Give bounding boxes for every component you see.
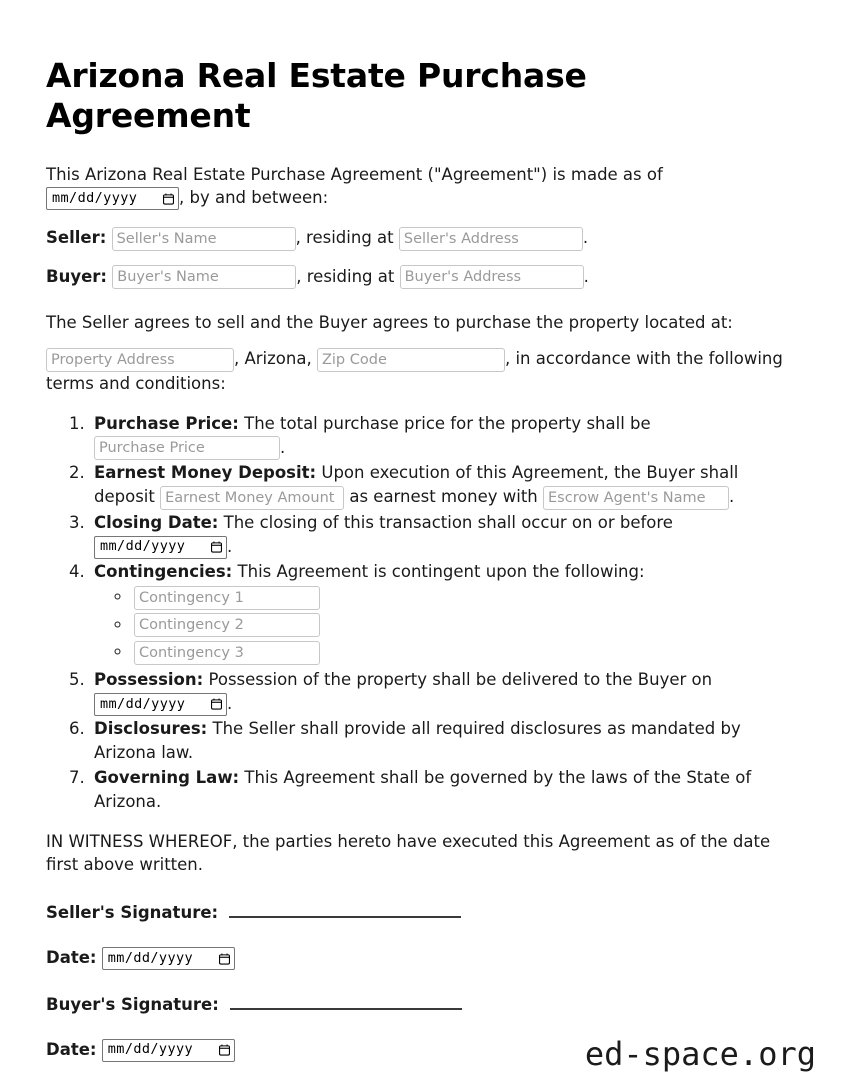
term-2-period: . bbox=[729, 487, 735, 507]
property-intro-paragraph: The Seller agrees to sell and the Buyer agrees to purchase the property located at: bbox=[46, 313, 733, 333]
intro-text-before-date: This Arizona Real Estate Purchase Agreement ("Agreement") is made as of bbox=[46, 164, 663, 184]
buyer-date-input[interactable] bbox=[102, 1039, 235, 1062]
term-governing-law bbox=[90, 766, 798, 814]
earnest-money-amount-input[interactable] bbox=[160, 486, 344, 510]
term-earnest-money bbox=[90, 461, 798, 509]
term-5-period: . bbox=[227, 693, 233, 713]
seller-date-placeholder: mm/dd/yyyy bbox=[107, 949, 194, 966]
seller-party-row bbox=[46, 226, 798, 251]
site-watermark: ed-space.org bbox=[584, 1035, 816, 1073]
agreement-date-placeholder: mm/dd/yyyy bbox=[52, 190, 138, 207]
intro-text-after-date: , by and between: bbox=[179, 188, 329, 208]
buyer-name-input[interactable] bbox=[112, 265, 296, 289]
buyer-residing-text: , residing at bbox=[296, 266, 395, 286]
buyer-label: Buyer: bbox=[46, 266, 108, 286]
page-title: Arizona Real Estate Purchase Agreement bbox=[46, 56, 587, 136]
term-1-period: . bbox=[280, 437, 286, 457]
seller-signature-row bbox=[46, 901, 798, 926]
seller-label: Seller: bbox=[46, 228, 107, 248]
seller-date-label: Date: bbox=[46, 948, 97, 968]
term-possession bbox=[90, 668, 798, 716]
term-5-label: Possession: bbox=[94, 669, 204, 689]
buyer-date-label: Date: bbox=[46, 1039, 97, 1059]
calendar-icon[interactable] bbox=[211, 698, 222, 710]
list-item bbox=[132, 640, 798, 665]
seller-row-period: . bbox=[582, 228, 589, 248]
term-7-text: This Agreement shall be governed by the laws of the State of Arizona. bbox=[94, 767, 752, 811]
buyer-address-input[interactable] bbox=[400, 265, 584, 289]
escrow-agent-name-input[interactable] bbox=[543, 486, 729, 510]
seller-signature-label: Seller's Signature: bbox=[46, 903, 219, 923]
buyer-signature-line[interactable] bbox=[230, 997, 462, 1010]
calendar-icon[interactable] bbox=[219, 1044, 230, 1056]
term-4-label: Contingencies: bbox=[94, 561, 233, 581]
possession-date-placeholder: mm/dd/yyyy bbox=[100, 695, 186, 712]
term-4-text: This Agreement is contingent upon the following: bbox=[237, 561, 645, 581]
term-3-period: . bbox=[227, 536, 233, 556]
seller-residing-text: , residing at bbox=[295, 228, 394, 248]
contingency-1-input[interactable] bbox=[134, 586, 320, 610]
contingency-list bbox=[94, 585, 798, 665]
calendar-icon[interactable] bbox=[211, 541, 222, 553]
seller-address-input[interactable] bbox=[399, 227, 583, 251]
list-item bbox=[132, 613, 798, 638]
seller-name-input[interactable] bbox=[112, 227, 296, 251]
property-zip-input[interactable] bbox=[317, 348, 505, 372]
contingency-2-input[interactable] bbox=[134, 613, 320, 637]
property-address-input[interactable] bbox=[46, 348, 234, 372]
buyer-row-period: . bbox=[583, 266, 589, 286]
term-6-text: The Seller shall provide all required disclosures as mandated by Arizona law. bbox=[94, 718, 741, 762]
contingency-3-input[interactable] bbox=[134, 641, 320, 665]
buyer-date-placeholder: mm/dd/yyyy bbox=[107, 1041, 194, 1058]
seller-date-row bbox=[46, 946, 798, 971]
term-2-label: Earnest Money Deposit: bbox=[94, 463, 317, 483]
calendar-icon[interactable] bbox=[163, 193, 174, 205]
term-6-label: Disclosures: bbox=[94, 718, 208, 738]
calendar-icon[interactable] bbox=[219, 953, 230, 965]
term-7-label: Governing Law: bbox=[94, 767, 240, 787]
term-1-text: The total purchase price for the property shall be bbox=[244, 413, 651, 433]
buyer-party-row bbox=[46, 265, 798, 290]
term-contingencies bbox=[90, 560, 798, 665]
property-location-row bbox=[46, 347, 798, 395]
term-disclosures bbox=[90, 717, 798, 765]
agreement-intro-paragraph bbox=[46, 163, 798, 211]
purchase-price-input[interactable] bbox=[94, 436, 280, 460]
term-5-text: Possession of the property shall be delivered to the Buyer on bbox=[208, 669, 713, 689]
property-tail-text: , in accordance with the following terms and conditions: bbox=[46, 349, 783, 393]
buyer-signature-row bbox=[46, 993, 798, 1018]
seller-date-input[interactable] bbox=[102, 947, 235, 970]
closing-date-placeholder: mm/dd/yyyy bbox=[100, 538, 186, 555]
possession-date-input[interactable] bbox=[94, 693, 227, 716]
property-state-text: , Arizona, bbox=[234, 349, 312, 369]
buyer-signature-label: Buyer's Signature: bbox=[46, 994, 219, 1014]
term-closing-date bbox=[90, 511, 798, 559]
agreement-date-input[interactable] bbox=[46, 187, 179, 210]
term-1-label: Purchase Price: bbox=[94, 413, 239, 433]
term-3-text: The closing of this transaction shall occur on or before bbox=[223, 512, 673, 532]
closing-date-input[interactable] bbox=[94, 536, 227, 559]
term-3-label: Closing Date: bbox=[94, 512, 219, 532]
term-2-text-middle: as earnest money with bbox=[349, 487, 538, 507]
terms-list bbox=[46, 412, 798, 814]
seller-signature-line[interactable] bbox=[229, 905, 461, 918]
term-purchase-price bbox=[90, 412, 798, 460]
term-2-text-before: Upon execution of this Agreement, the Buyer shall deposit bbox=[94, 463, 739, 507]
list-item bbox=[132, 585, 798, 610]
witness-paragraph: IN WITNESS WHEREOF, the parties hereto have executed this Agreement as of the date first above written. bbox=[46, 831, 771, 875]
